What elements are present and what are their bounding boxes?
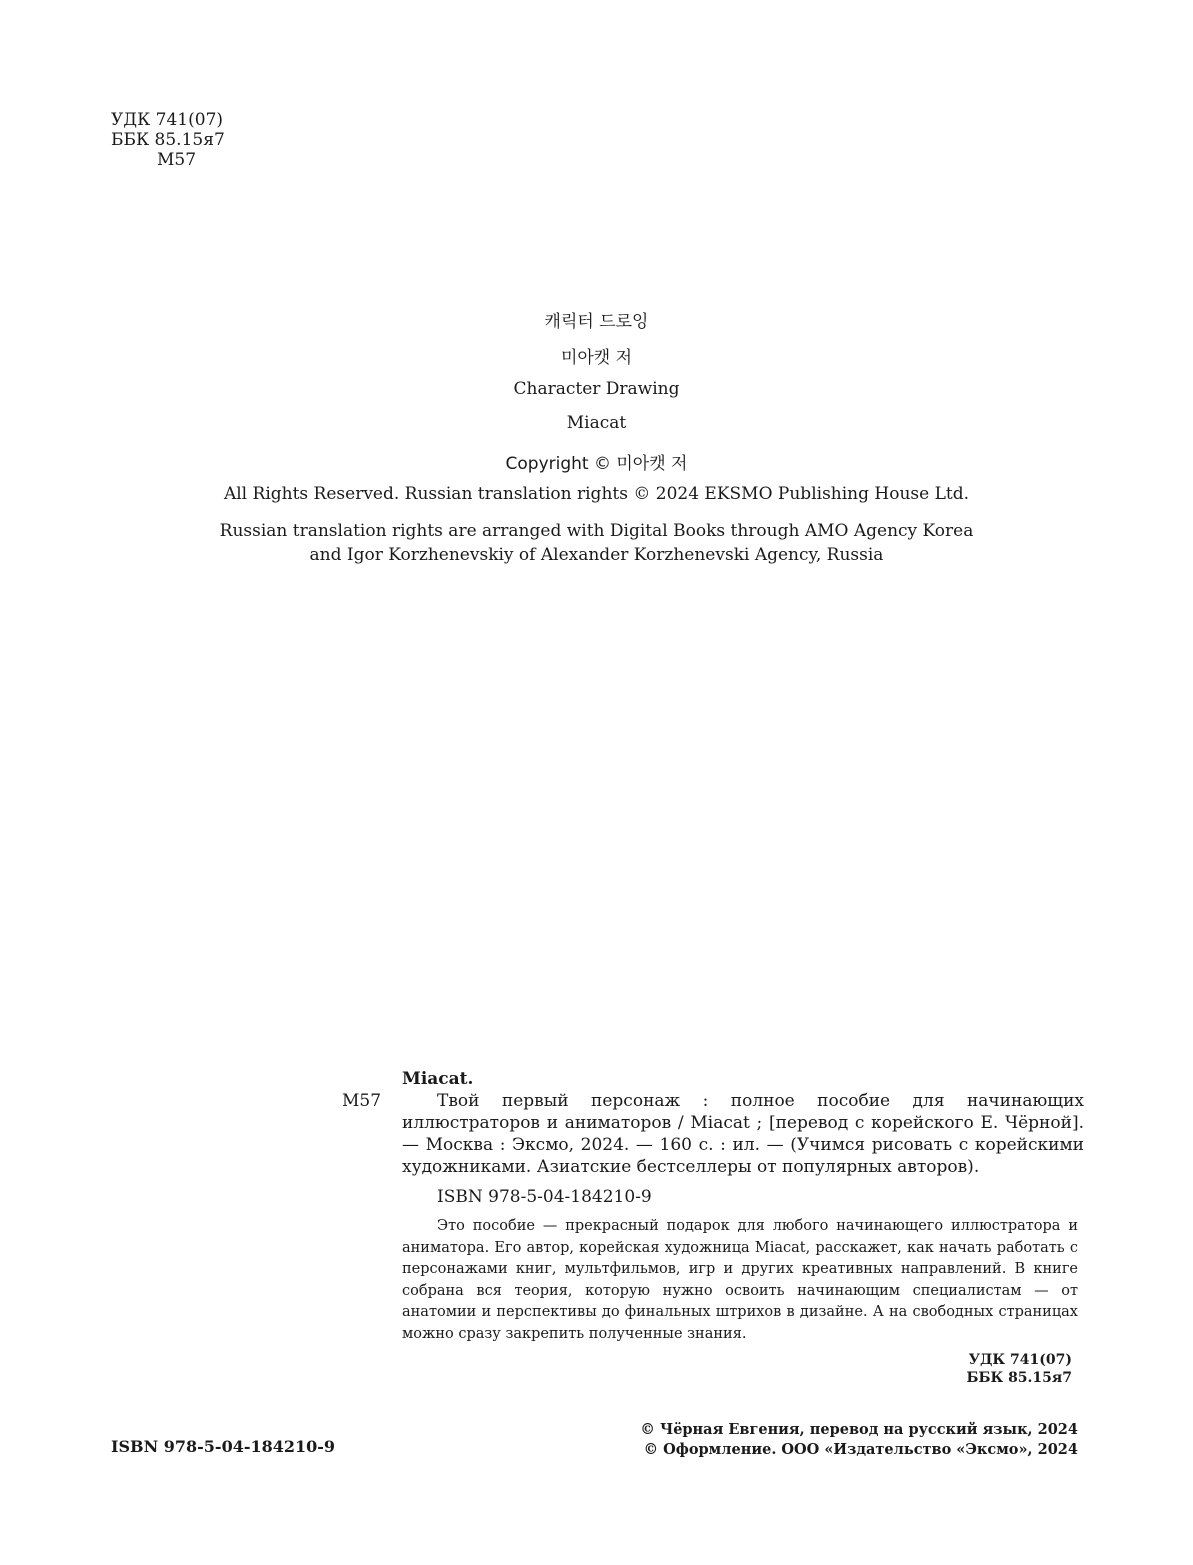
card-bbk: ББК 85.15я7 bbox=[966, 1370, 1072, 1386]
bbk-code: ББК 85.15я7 bbox=[111, 130, 225, 150]
arrangement-line-1: Russian translation rights are arranged with Digital Books through AMO Agency Korea bbox=[219, 521, 974, 541]
catalog-card bbox=[402, 1068, 1084, 1387]
arrangement-text bbox=[0, 519, 1193, 567]
card-entry: Твой первый персонаж : полное пособие для начинающих иллюстраторов и аниматоров / Miacat ; [перевод с корейского Е. Чёрной]. — Москва : Эксмо, 2024. — 160 с. : ил. — (Учимся рисовать с корейскими художниками. Азиатские бестселлеры от популярных авторов). bbox=[402, 1091, 1084, 1177]
card-codes bbox=[402, 1351, 1084, 1387]
english-author: Miacat bbox=[566, 413, 627, 433]
copyright-line: Copyright © 미아캣 저 bbox=[505, 454, 688, 474]
korean-author: 미아캣 저 bbox=[560, 348, 633, 368]
card-annotation: Это пособие — прекрасный подарок для любого начинающего иллюстратора и аниматора. Его автор, корейская художница Miacat, расскажет, как начать работать с персонажами книг, мультфильмов, игр и других креативных направлений. В книге собрана вся теория, которую нужно освоить начинающим специалистам — от анатомии и перспективы до финальных штрихов в дизайне. А на свободных страницах можно сразу закрепить полученные знания. bbox=[402, 1218, 1078, 1342]
author-mark: М57 bbox=[157, 150, 197, 170]
classification-block bbox=[111, 110, 225, 170]
footer-copyrights bbox=[640, 1420, 1078, 1460]
footer-isbn: ISBN 978-5-04-184210-9 bbox=[111, 1437, 336, 1456]
card-author-mark: М57 bbox=[342, 1091, 382, 1111]
copyright-translation: © Чёрная Евгения, перевод на русский язык, 2024 bbox=[640, 1421, 1078, 1438]
card-author: Miacat. bbox=[402, 1069, 474, 1089]
card-isbn: ISBN 978-5-04-184210-9 bbox=[437, 1187, 652, 1207]
copyright-design: © Оформление. ООО «Издательство «Эксмо», 2024 bbox=[643, 1441, 1078, 1458]
arrangement-line-2: and Igor Korzhenevskiy of Alexander Korzhenevski Agency, Russia bbox=[309, 545, 884, 565]
korean-title: 캐릭터 드로잉 bbox=[544, 312, 649, 332]
card-udk: УДК 741(07) bbox=[968, 1352, 1072, 1368]
english-title: Character Drawing bbox=[513, 379, 680, 399]
rights-line: All Rights Reserved. Russian translation rights © 2024 EKSMO Publishing House Ltd. bbox=[223, 484, 970, 504]
udk-code: УДК 741(07) bbox=[111, 110, 224, 130]
